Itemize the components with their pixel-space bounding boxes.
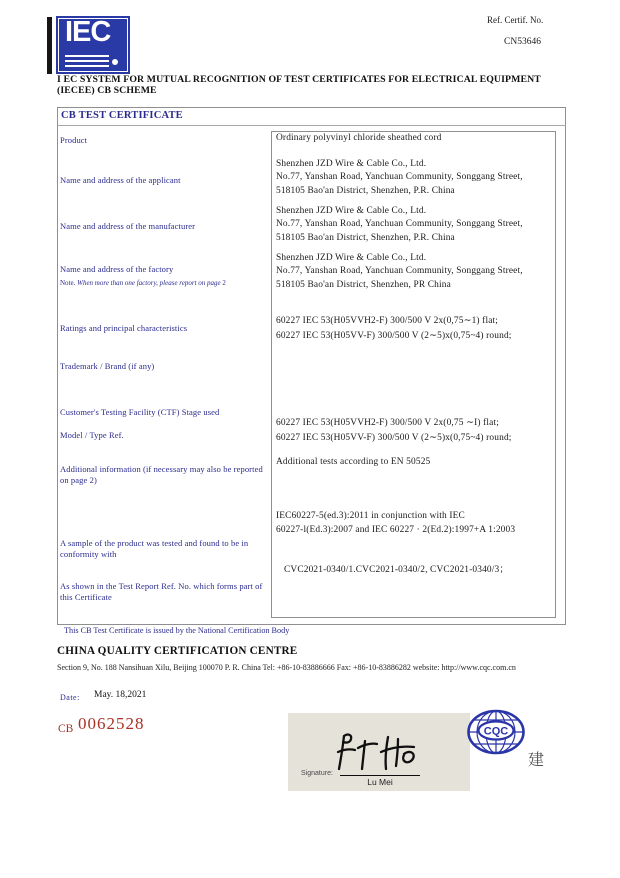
ratings-value-line: 60227 IEC 53(H05VV-F) 300/500 V (2∼5)x(0,75~4) round;	[276, 331, 512, 341]
test-report-value: CVC2021-0340/1.CVC2021-0340/2, CVC2021-0340/3；	[284, 565, 509, 575]
iec-logo-line	[65, 60, 109, 62]
test-report-label	[60, 581, 262, 603]
applicant-value	[276, 158, 523, 198]
additional-info-label-line2: on page 2)	[60, 475, 97, 485]
manufacturer-label: Name and address of the manufacturer	[60, 221, 196, 231]
scheme-heading-line2: (IECEE) CB SCHEME	[57, 85, 157, 96]
manufacturer-value-line: Shenzhen JZD Wire & Cable Co., Ltd.	[276, 206, 427, 216]
product-label: Product	[60, 135, 88, 145]
cqc-logo-icon	[466, 709, 526, 755]
signatory-name: Lu Mei	[367, 777, 393, 787]
stamp-character: 建	[528, 752, 545, 769]
ratings-value	[276, 314, 512, 344]
cqc-logo-text: CQC	[483, 725, 509, 738]
model-value-line: 60227 IEC 53(H05VV-F) 300/500 V (2∼5)x(0,75~4) round;	[276, 433, 512, 443]
iec-logo-line	[65, 65, 109, 67]
model-label: Model / Type Ref.	[60, 430, 124, 440]
ref-certif-number: CN53646	[504, 37, 541, 47]
iec-logo	[56, 16, 130, 74]
factory-value-line: No.77, Yanshan Road, Yanchuan Community, Songgang Street,	[276, 266, 523, 277]
factory-value-line: 518105 Bao'an District, Shenzhen, PR China	[276, 279, 451, 290]
cb-number: 0062528	[78, 714, 145, 733]
conformity-label-line1: A sample of the product was tested and found to be in	[60, 538, 249, 548]
additional-info-label	[60, 464, 263, 486]
date-label: Date:	[60, 693, 80, 702]
factory-value	[276, 252, 523, 292]
title-divider	[57, 125, 566, 126]
signature-label: Signature:	[301, 770, 333, 777]
conformity-value-line: 60227-l(Ed.3):2007 and IEC 60227 · 2(Ed.2):1997+A 1:2003	[276, 525, 516, 535]
conformity-value	[276, 509, 515, 537]
test-report-label-line1: As shown in the Test Report Ref. No. which forms part of	[60, 581, 263, 591]
ref-certif-label: Ref. Certif. No.	[487, 15, 544, 25]
iec-logo-text: IEC	[65, 16, 111, 48]
factory-label: Name and address of the factory	[60, 264, 174, 274]
date-value: May. 18,2021	[94, 690, 147, 700]
model-value	[276, 416, 512, 446]
factory-value-line: Shenzhen JZD Wire & Cable Co., Ltd.	[276, 253, 427, 263]
iec-logo-dot	[112, 59, 118, 65]
ncb-address: Section 9, No. 188 Nansihuan Xilu, Beijing 100070 P. R. China Tel: +86-10-83886666 Fax: +86-10-83886282 website: http://www.cqc.com.cn	[57, 663, 516, 672]
applicant-value-line: No.77, Yanshan Road, Yanchuan Community, Songgang Street,	[276, 172, 523, 183]
applicant-value-line: Shenzhen JZD Wire & Cable Co., Ltd.	[276, 159, 427, 169]
additional-info-label-line1: Additional information (if necessary may also be reported	[60, 464, 263, 474]
conformity-value-line: IEC60227-5(ed.3):2011 in conjunction with IEC	[276, 511, 465, 521]
iec-logo-line	[65, 55, 109, 57]
applicant-value-line: 518105 Bao'an District, Shenzhen, P.R. China	[276, 185, 455, 196]
ratings-label: Ratings and principal characteristics	[60, 323, 188, 333]
ncb-name: CHINA QUALITY CERTIFICATION CENTRE	[57, 645, 298, 657]
manufacturer-value-line: No.77, Yanshan Road, Yanchuan Community, Songgang Street,	[276, 219, 523, 230]
signature-area	[288, 713, 470, 791]
applicant-label: Name and address of the applicant	[60, 175, 181, 185]
product-value: Ordinary polyvinyl chloride sheathed cord	[276, 133, 442, 143]
cb-number-prefix: CB	[58, 723, 74, 735]
issued-by-statement: This CB Test Certificate is issued by the National Certification Body	[64, 626, 290, 635]
certificate-title: CB TEST CERTIFICATE	[61, 110, 183, 121]
ctf-label: Customer's Testing Facility (CTF) Stage used	[60, 407, 220, 417]
factory-note	[60, 279, 226, 287]
ratings-value-line: 60227 IEC 53(H05VVH2-F) 300/500 V 2x(0,75∼1) flat;	[276, 316, 499, 326]
conformity-label	[60, 538, 248, 560]
factory-note-suffix: 2	[222, 279, 226, 287]
iec-logo-side-bar	[47, 17, 52, 74]
manufacturer-value-line: 518105 Bao'an District, Shenzhen, P.R. China	[276, 232, 455, 243]
manufacturer-value	[276, 205, 523, 245]
factory-note-italic: When more than one factory, please report on page	[77, 279, 221, 287]
signature-line	[340, 775, 420, 776]
test-report-label-line2: this Certificate	[60, 592, 112, 602]
conformity-label-line2: conformity with	[60, 549, 117, 559]
factory-note-prefix: Note.	[60, 279, 76, 287]
trademark-label: Trademark / Brand (if any)	[60, 361, 155, 371]
scheme-heading-line1: I EC SYSTEM FOR MUTUAL RECOGNITION OF TEST CERTIFICATES FOR ELECTRICAL EQUIPMENT	[57, 74, 541, 85]
signature-handwriting-icon	[334, 729, 426, 773]
additional-info-value: Additional tests according to EN 50525	[276, 457, 431, 467]
model-value-line: 60227 IEC 53(H05VVH2-F) 300/500 V 2x(0,75 ∼I) flat;	[276, 418, 499, 428]
